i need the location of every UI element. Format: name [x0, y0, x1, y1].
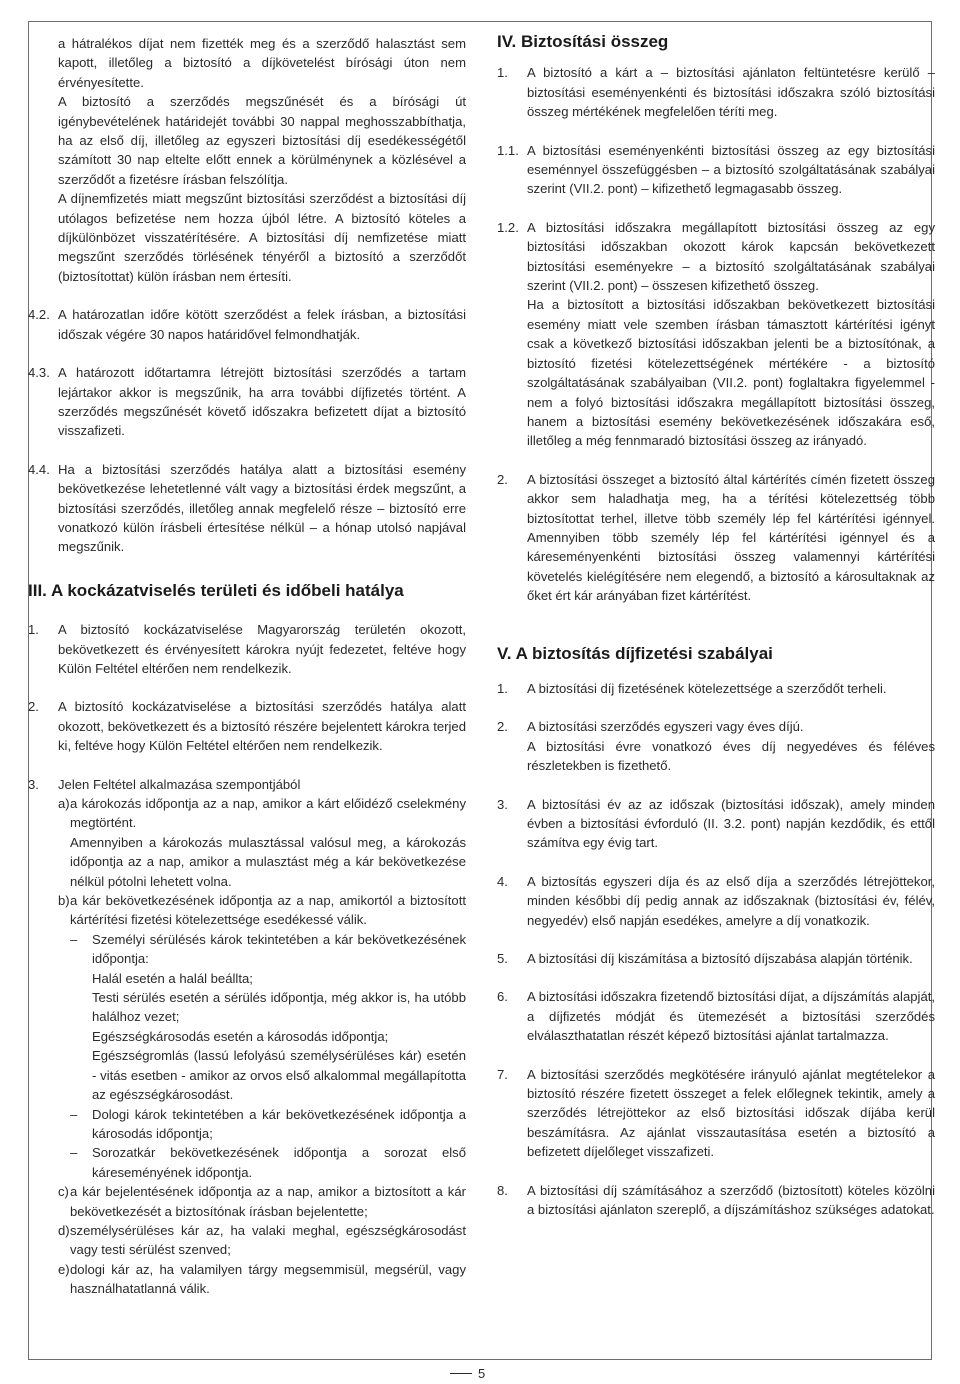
- section-iii-2: [28, 697, 466, 755]
- section-v-5: [497, 949, 935, 968]
- section-text: A határozott időtartamra létrejött biztosítási szerződés a tartam lejártakor akkor is megszűnik, ha arra további díjfizetés történt. A szerződés megszűnését követő időszakra befizetett díjat a biztosító visszafizeti.: [58, 365, 466, 439]
- section-4-3: [28, 363, 466, 441]
- section-text: A biztosítási díj számításához a szerződő (biztosított) köteles közölni a biztosítási ajánlaton szereplő, a díjszámításhoz szükséges adatokat.: [527, 1182, 935, 1218]
- dash-subline: Testi sérülés esetén a sérülés időpontja, még akkor is, ha utóbb halálhoz vezet;: [92, 990, 466, 1025]
- list-letter: a): [58, 796, 70, 811]
- list-item-e: [28, 1260, 466, 1299]
- section-number: 7.: [497, 1066, 508, 1082]
- section-text: A biztosítási szerződés egyszeri vagy éves díjú.: [527, 719, 804, 735]
- section-text: A biztosító kockázatviselése Magyarország területén okozott, bekövetkezett és érvényesített károkra nyújt fedezetet, feltéve hogy Külön Feltétel eltérően nem rendelkezik.: [58, 622, 466, 676]
- section-v-8: [497, 1181, 935, 1220]
- list-text: dologi kár az, ha valamilyen tárgy megsemmisül, megsérül, vagy használhatatlanná válik.: [70, 1261, 466, 1297]
- dash-item: [28, 1105, 466, 1144]
- section-iv-2: [497, 470, 935, 606]
- section-text: A biztosítási összeget a biztosító által kártérítés címén fizetett összeg akkor sem haladhatja meg, ha a térítési kötelezettség több biztosítottat terhel, illetve több személy lép fel kártérítési igénnyel. Amennyiben több személy lép fel kártérítési igénnyel és a káreseményenkénti biztosítási összeg valamennyi kártérítési követelés kielégítésére nem elegendő, a biztosító a károsultaknak az őket ért kár arányában fizet kártérítést.: [527, 471, 935, 604]
- list-letter: d): [58, 1222, 70, 1238]
- dash-mark: –: [70, 1145, 78, 1161]
- section-4-2: [28, 305, 466, 344]
- section-number: 1.: [497, 680, 508, 696]
- section-text: A biztosító kockázatviselése a biztosítási szerződés hatálya alatt okozott, bekövetkezett és a biztosító részére bejelentett károkra terjed ki, feltéve hogy Külön Feltétel eltérően nem rendelkezik.: [58, 699, 466, 754]
- section-v-2: [497, 717, 935, 736]
- section-number: 1.: [497, 65, 508, 81]
- section-text: Ha a biztosítási szerződés hatálya alatt a biztosítási esemény bekövetkezése lehetetlenné vált vagy a biztosítási érdek megszűnt, a biztosítási szerződés, illetőleg annak megfelelő része – biztosító erre vonatkozó külön írásbeli értesítése nélkül – a hónap utolsó napjával megszűnik.: [58, 461, 466, 555]
- section-v-1: [497, 679, 935, 698]
- page-number: 5: [478, 1366, 486, 1381]
- list-item-a: [28, 794, 466, 833]
- dash-text: Sorozatkár bekövetkezésének időpontja a sorozat első káreseményének időpontja.: [92, 1145, 466, 1180]
- section-iii-1: [28, 620, 466, 678]
- section-iv-1: [497, 63, 935, 121]
- section-text: A biztosítási eseményenkénti biztosítási összeg az egy biztosítási eseménnyel összefüggésben – a biztosító szolgáltatásának szabályai szerint (VII.2. pont) – kifizethető legmagasabb összeg.: [527, 142, 935, 197]
- section-text: A biztosítási szerződés megkötésére irányuló ajánlat megtételekor a biztosító részére fizetett összeget a felek előlegnek tekintik, amely a szerződés létrejöttekor az első biztosítási időszak díjába kerül beszámításra. Az ajánlat visszautasítása esetén a biztosító a befizetett díjelőleget visszafizeti.: [527, 1066, 935, 1160]
- section-number: 2.: [28, 699, 39, 715]
- section-heading-iv: IV. Biztosítási összeg: [497, 32, 669, 51]
- section-iv-1-2: [497, 218, 935, 296]
- section-number: 4.2.: [28, 307, 50, 323]
- list-item-b: [28, 891, 466, 930]
- dash-text: Személyi sérülésés károk tekintetében a kár bekövetkezésének időpontja:: [92, 931, 466, 967]
- dash-subline: Egészségromlás (lassú lefolyású személysérüléses kár) esetén - vitás esetben - amikor az orvos első alkalommal megállapította az egészségkárosodást.: [92, 1048, 466, 1103]
- list-text: a kár bejelentésének időpontja az a nap, amikor a biztosított a kár bekövetkezését a biztosítónak írásban bejelentette;: [70, 1184, 466, 1219]
- left-column: [28, 34, 466, 1299]
- section-number: 8.: [497, 1182, 508, 1198]
- section-v-7: [497, 1065, 935, 1162]
- list-text: személysérüléses kár az, ha valaki meghal, egészségkárosodást vagy testi sérülést szenved;: [70, 1222, 466, 1258]
- right-column: [497, 34, 935, 1220]
- section-number: 1.2.: [497, 219, 519, 235]
- list-text: a kár bekövetkezésének időpontja az a nap, amikortól a biztosított kártérítési fizetési kötelezettsége esedékessé válik.: [70, 893, 466, 928]
- section-v-6: [497, 987, 935, 1045]
- list-letter: b): [58, 893, 70, 909]
- list-item-c: [28, 1182, 466, 1221]
- section-number: 6.: [497, 989, 508, 1005]
- section-4-4: [28, 460, 466, 557]
- list-letter: c): [58, 1184, 69, 1200]
- section-text: A biztosítási díj fizetésének kötelezettsége a szerződőt terheli.: [527, 680, 887, 696]
- section-number: 2.: [497, 471, 508, 487]
- list-item-d: [28, 1221, 466, 1260]
- section-text: A biztosítási időszakra fizetendő biztosítási díjat, a díjszámítás alapját, a díjfizetés módját és ütemezését a biztosítási szerződés elválaszthatatlan részét képező biztosítási ajánlat tartalmazza.: [527, 989, 935, 1044]
- dash-text: Dologi károk tekintetében a kár bekövetkezésének időpontja a károsodás időpontja;: [92, 1106, 466, 1141]
- section-number: 3.: [497, 796, 508, 812]
- section-text: A biztosítás egyszeri díja és az első díja a szerződés létrejöttekor, minden későbbi díj pedig annak az időszaknak (biztosítási év, félév, negyedév) első napján esedékes, amelyre a díj vonatkozik.: [527, 873, 935, 928]
- footer-rule: [450, 1373, 472, 1374]
- section-v-4: [497, 872, 935, 930]
- section-number: 1.1.: [497, 142, 519, 158]
- list-letter: e): [58, 1261, 70, 1277]
- page-footer: [450, 1366, 485, 1381]
- dash-item: [28, 930, 466, 969]
- section-heading-iii: III. A kockázatviselés területi és időbeli hatálya: [28, 580, 404, 600]
- section-iii-3: [28, 775, 466, 794]
- section-number: 2.: [497, 719, 508, 735]
- dash-subline: Egészségkárosodás esetén a károsodás időpontja;: [92, 1028, 389, 1044]
- list-subparagraph: Amennyiben a károkozás mulasztással valósul meg, a károkozás időpontja az a nap, amikor a mulasztást még a kár bekövetkezése nélkül pótolni lehetett volna.: [70, 834, 466, 889]
- section-text: A biztosítási díj kiszámítása a biztosító díjszabása alapján történik.: [527, 951, 913, 967]
- section-number: 5.: [497, 951, 508, 967]
- dash-item: [28, 1143, 466, 1182]
- paragraph: A biztosítási évre vonatkozó éves díj negyedéves és féléves részletekben is fizethető.: [527, 738, 935, 774]
- section-number: 4.3.: [28, 365, 50, 381]
- section-number: 3.: [28, 776, 39, 792]
- section-number: 4.: [497, 873, 508, 889]
- list-text: a károkozás időpontja az a nap, amikor a kárt előidéző cselekmény megtörtént.: [70, 796, 466, 831]
- section-number: 4.4.: [28, 461, 50, 477]
- section-heading-v: V. A biztosítás díjfizetési szabályai: [497, 643, 773, 663]
- dash-mark: –: [70, 1106, 78, 1122]
- section-text: A határozatlan időre kötött szerződést a felek írásban, a biztosítási időszak végére 30 napos határidővel felmondhatják.: [58, 307, 466, 342]
- section-iv-1-1: [497, 141, 935, 199]
- paragraph: Ha a biztosított a biztosítási időszakban bekövetkezett biztosítási esemény miatt vele szemben írásban támasztott kártérítési igényt csak a következő biztosítási időszakban jelenti be a biztosítónak, a biztosító fizetési kötelezettségének mértékére - a biztosító szolgáltatásának szabályaiban (VII.2. pont) foglaltakra figyelemmel - nem a folyó biztosítási időszakra megállapított biztosítási összeg, hanem a biztosítási esemény bekövetkezésének időszakára eső, illetőleg a még fennmaradó biztosítási összeg az irányadó.: [527, 297, 935, 449]
- section-number: 1.: [28, 622, 39, 638]
- paragraph: A biztosító a szerződés megszűnését és a bírósági út igénybevételének határidejét további 30 nappal meghosszabbíthatja, ha az első díj, illetőleg az egyszeri biztosítási díj esedékességétől számított 30 nap eltelte előtt ennek a körülménynek a közlésével a szerződőt a fizetésre írásban felszólítja.: [58, 94, 466, 187]
- paragraph: A díjnemfizetés miatt megszűnt biztosítási szerződést a biztosítási díj utólagos befizetése nem hozza újból létre. A biztosító köteles a díjkülönbözet visszatérítésére. A biztosítási díj nemfizetése miatt megszűnt szerződés törlésének tényéről a biztosító a szerződőt (biztosítottat) külön írásban nem értesíti.: [58, 191, 466, 284]
- section-text: A biztosítási időszakra megállapított biztosítási összeg az egy biztosítási időszakban okozott károk kapcsán bekövetkezett biztosítási eseményekre – a biztosító szolgáltatásának szabályai szerint (VII.2. pont) – összesen kifizethető összeg.: [527, 219, 935, 294]
- section-text: A biztosító a kárt a – biztosítási ajánlaton feltüntetésre kerülő – biztosítási eseményenkénti és biztosítási időszakra szóló biztosítási összeg mértékének megfelelően téríti meg.: [527, 65, 935, 120]
- dash-mark: –: [70, 931, 78, 947]
- dash-subline: Halál esetén a halál beállta;: [92, 970, 253, 986]
- paragraph: a hátralékos díjat nem fizették meg és a szerződő halasztást sem kapott, illetőleg a biztosító a díjkövetelést bírósági úton nem érvényesítette.: [58, 36, 466, 90]
- section-text: Jelen Feltétel alkalmazása szempontjából: [58, 776, 301, 792]
- section-text: A biztosítási év az az időszak (biztosítási időszak), amely minden évben a biztosítási évforduló (II. 3.2. pont) napján kezdődik, és ettől számítva egy évig tart.: [527, 796, 935, 851]
- section-v-3: [497, 795, 935, 853]
